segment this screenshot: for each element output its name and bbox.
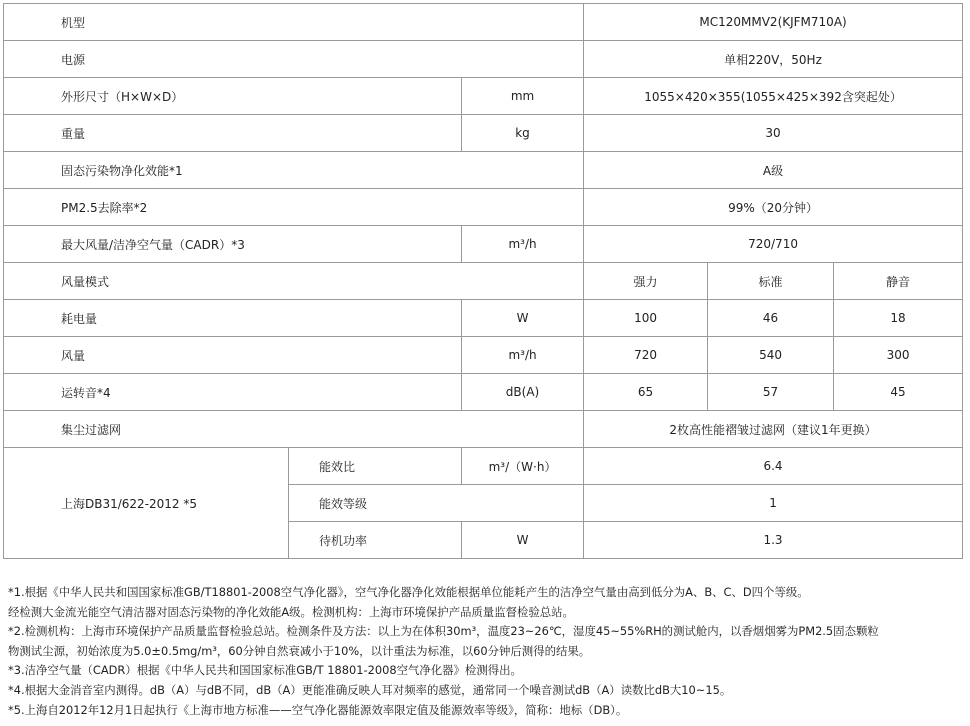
filter-value: 2枚高性能褶皱过滤网（建议1年更换）	[584, 411, 963, 448]
footnote-2: *2.检测机构：上海市环境保护产品质量监督检验总站。检测条件及方法：以上为在体积30m³，温度23~26℃，湿度45~55%RH的测试舱内，以香烟烟雾为PM2.5固态颗粒	[8, 624, 879, 639]
airflow-unit: m³/h	[462, 337, 584, 374]
row-weight	[4, 115, 963, 152]
consumption-strong: 100	[584, 300, 708, 337]
row-solid	[4, 152, 963, 189]
footnote-4: *4.根据大金消音室内测得。dB（A）与dB不同，dB（A）更能准确反映人耳对频率的感觉，通常同一个噪音测试dB（A）读数比dB大10~15。	[8, 682, 732, 697]
row-db-efficiency	[4, 448, 963, 485]
consumption-label: 耗电量	[4, 300, 462, 337]
db-standby-unit: W	[462, 522, 584, 559]
mode-standard: 标准	[708, 263, 834, 300]
row-filter	[4, 411, 963, 448]
db-standby-label: 待机功率	[289, 522, 462, 559]
db-efficiency-value: 6.4	[584, 448, 963, 485]
footnote-1: *1.根据《中华人民共和国国家标准GB/T18801-2008空气净化器》，空气净化器净化效能根据单位能耗产生的洁净空气量由高到低分为A、B、C、D四个等级。	[8, 585, 809, 599]
noise-quiet: 45	[834, 374, 963, 411]
noise-unit: dB(A)	[462, 374, 584, 411]
footnote-3: *3.洁净空气量（CADR）根据《中华人民共和国国家标准GB/T 18801-2008空气净化器》检测得出。	[8, 663, 522, 678]
spec-table	[3, 3, 963, 559]
dims-unit: mm	[462, 78, 584, 115]
row-fanmode	[4, 263, 963, 300]
filter-label: 集尘过滤网	[4, 411, 584, 448]
cadr-unit: m³/h	[462, 226, 584, 263]
consumption-unit: W	[462, 300, 584, 337]
footnote-2-cont: 物测试尘源，初始浓度为5.0±0.5mg/m³，60分钟自然衰减小于10%，以计重法为标准，以60分钟后测得的结果。	[8, 643, 591, 658]
airflow-label: 风量	[4, 337, 462, 374]
noise-standard: 57	[708, 374, 834, 411]
cadr-value: 720/710	[584, 226, 963, 263]
footnote-1-cont: 经检测大金流光能空气清洁器对固态污染物的净化效能A级。检测机构：上海市环境保护产品质量监督检验总站。	[8, 604, 574, 619]
db-efficiency-unit: m³/（W·h）	[462, 448, 584, 485]
db-grade-label: 能效等级	[289, 485, 584, 522]
pm25-label: PM2.5去除率*2	[4, 189, 584, 226]
footnote-5: *5.上海自2012年12月1日起执行《上海市地方标准——空气净化器能源效率限定值及能源效率等级》，简称：地标（DB）。	[8, 702, 628, 717]
power-label: 电源	[4, 41, 584, 78]
airflow-strong: 720	[584, 337, 708, 374]
footnotes	[8, 583, 966, 720]
db-grade-value: 1	[584, 485, 963, 522]
cadr-label: 最大风量/洁净空气量（CADR）*3	[4, 226, 462, 263]
db-standby-value: 1.3	[584, 522, 963, 559]
mode-quiet: 静音	[834, 263, 963, 300]
row-cadr	[4, 226, 963, 263]
db-efficiency-label: 能效比	[289, 448, 462, 485]
airflow-standard: 540	[708, 337, 834, 374]
mode-strong: 强力	[584, 263, 708, 300]
weight-label: 重量	[4, 115, 462, 152]
row-pm25	[4, 189, 963, 226]
row-dims	[4, 78, 963, 115]
solid-label: 固态污染物净化效能*1	[4, 152, 584, 189]
consumption-quiet: 18	[834, 300, 963, 337]
weight-unit: kg	[462, 115, 584, 152]
model-label: 机型	[4, 4, 584, 41]
fanmode-label: 风量模式	[4, 263, 584, 300]
solid-value: A级	[584, 152, 963, 189]
noise-label: 运转音*4	[4, 374, 462, 411]
power-value: 单相220V，50Hz	[584, 41, 963, 78]
dims-label: 外形尺寸（H×W×D）	[4, 78, 462, 115]
row-airflow	[4, 337, 963, 374]
airflow-quiet: 300	[834, 337, 963, 374]
consumption-standard: 46	[708, 300, 834, 337]
model-value: MC120MMV2(KJFM710A)	[584, 4, 963, 41]
row-model	[4, 4, 963, 41]
weight-value: 30	[584, 115, 963, 152]
dims-value: 1055×420×355(1055×425×392含突起处）	[584, 78, 963, 115]
row-power	[4, 41, 963, 78]
pm25-value: 99%（20分钟）	[584, 189, 963, 226]
db-label: 上海DB31/622-2012 *5	[4, 448, 289, 559]
noise-strong: 65	[584, 374, 708, 411]
row-noise	[4, 374, 963, 411]
row-consumption	[4, 300, 963, 337]
